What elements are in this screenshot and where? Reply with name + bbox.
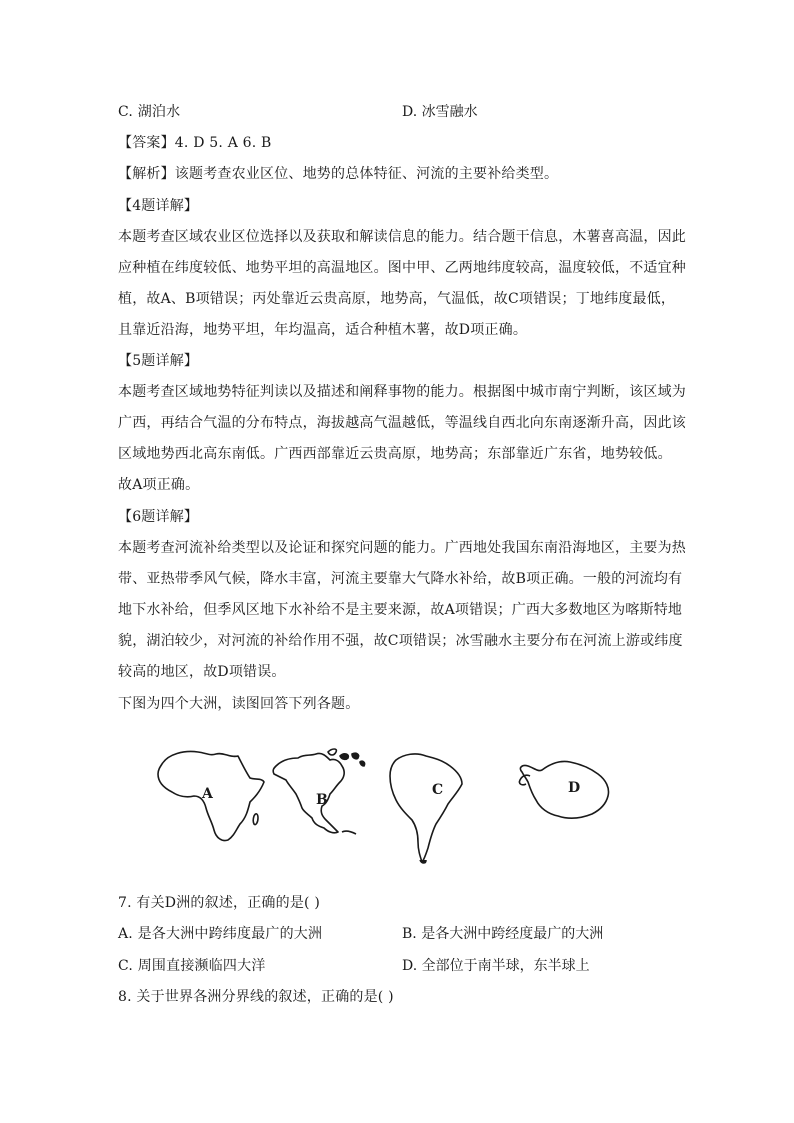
- q7-option-c: C. 周围直接濒临四大洋: [118, 958, 266, 974]
- south-america-outline: [390, 754, 462, 862]
- q7-stem: 7. 有关D洲的叙述，正确的是( ): [118, 895, 321, 911]
- q5-line-1: 本题考查区域地势特征判读以及描述和阐释事物的能力。根据图中城市南宁判断，该区域为: [118, 384, 686, 400]
- q4-line-2: 应种植在纬度较低、地势平坦的高温地区。图中甲、乙两地纬度较高，温度较低，不适宜种: [118, 260, 686, 276]
- q6-line-4: 貌，湖泊较少，对河流的补给作用不强，故C项错误；冰雪融水主要分布在河流上游或纬度: [118, 633, 683, 649]
- option-c-q3: C. 湖泊水: [118, 104, 181, 120]
- continents-figure: [150, 742, 620, 867]
- continents-map: [150, 742, 620, 867]
- antarctica-outline: [520, 761, 608, 818]
- q7-option-a: A. 是各大洲中跨纬度最广的大洲: [118, 926, 323, 942]
- q4-line-1: 本题考查区域农业区位选择以及获取和解读信息的能力。结合题干信息，木薯喜高温，因此: [118, 229, 686, 245]
- arctic-island-1: [340, 754, 348, 759]
- option-d-q3: D. 冰雪融水: [402, 104, 478, 120]
- q5-line-3: 区域地势西北高东南低。广西西部靠近云贵高原，地势高；东部靠近广东省，地势较低。: [118, 446, 672, 462]
- q7-option-b: B. 是各大洲中跨经度最广的大洲: [402, 926, 604, 942]
- q7-option-d: D. 全部位于南半球，东半球上: [402, 958, 590, 974]
- greenland-outline: [328, 749, 336, 755]
- q6-line-3: 地下水补给，但季风区地下水补给不是主要来源，故A项错误；广西大多数地区为喀斯特地: [118, 602, 683, 618]
- arctic-island-3: [360, 761, 365, 766]
- q4-line-3: 植，故A、B项错误；丙处靠近云贵高原，地势高，气温低，故C项错误；丁地纬度最低，: [118, 291, 676, 307]
- q4-heading: 【4题详解】: [118, 198, 199, 214]
- continent-label-c: C: [432, 782, 444, 798]
- q5-line-4: 故A项正确。: [118, 477, 200, 493]
- analysis-line: 【解析】该题考查农业区位、地势的总体特征、河流的主要补给类型。: [118, 166, 559, 182]
- north-america-outline: [273, 753, 344, 832]
- q6-line-1: 本题考查河流补给类型以及论证和探究问题的能力。广西地处我国东南沿海地区，主要为热: [118, 540, 686, 556]
- q5-heading: 【5题详解】: [118, 353, 199, 369]
- caribbean-islands: [342, 831, 356, 834]
- continent-label-d: D: [568, 780, 581, 796]
- answer-line: 【答案】4. D 5. A 6. B: [118, 135, 272, 151]
- q5-line-2: 广西，再结合气温的分布特点，海拔越高气温越低，等温线自西北向东南逐渐升高，因此该: [118, 415, 686, 431]
- q4-line-4: 且靠近沿海，地势平坦，年均温高，适合种植木薯，故D项正确。: [118, 322, 528, 338]
- arctic-island-2: [352, 753, 359, 759]
- q6-heading: 【6题详解】: [118, 509, 199, 525]
- q6-line-5: 较高的地区，故D项错误。: [118, 664, 286, 680]
- continent-label-a: A: [202, 786, 213, 802]
- tierra-del-fuego: [420, 860, 426, 863]
- q6-line-2: 带、亚热带季风气候，降水丰富，河流主要靠大气降水补给，故B项正确。一般的河流均有: [118, 571, 683, 587]
- figure-intro: 下图为四个大洲，读图回答下列各题。: [118, 696, 360, 712]
- q8-stem: 8. 关于世界各洲分界线的叙述，正确的是( ): [118, 989, 394, 1005]
- continent-label-b: B: [316, 792, 328, 808]
- madagascar-outline: [253, 814, 258, 825]
